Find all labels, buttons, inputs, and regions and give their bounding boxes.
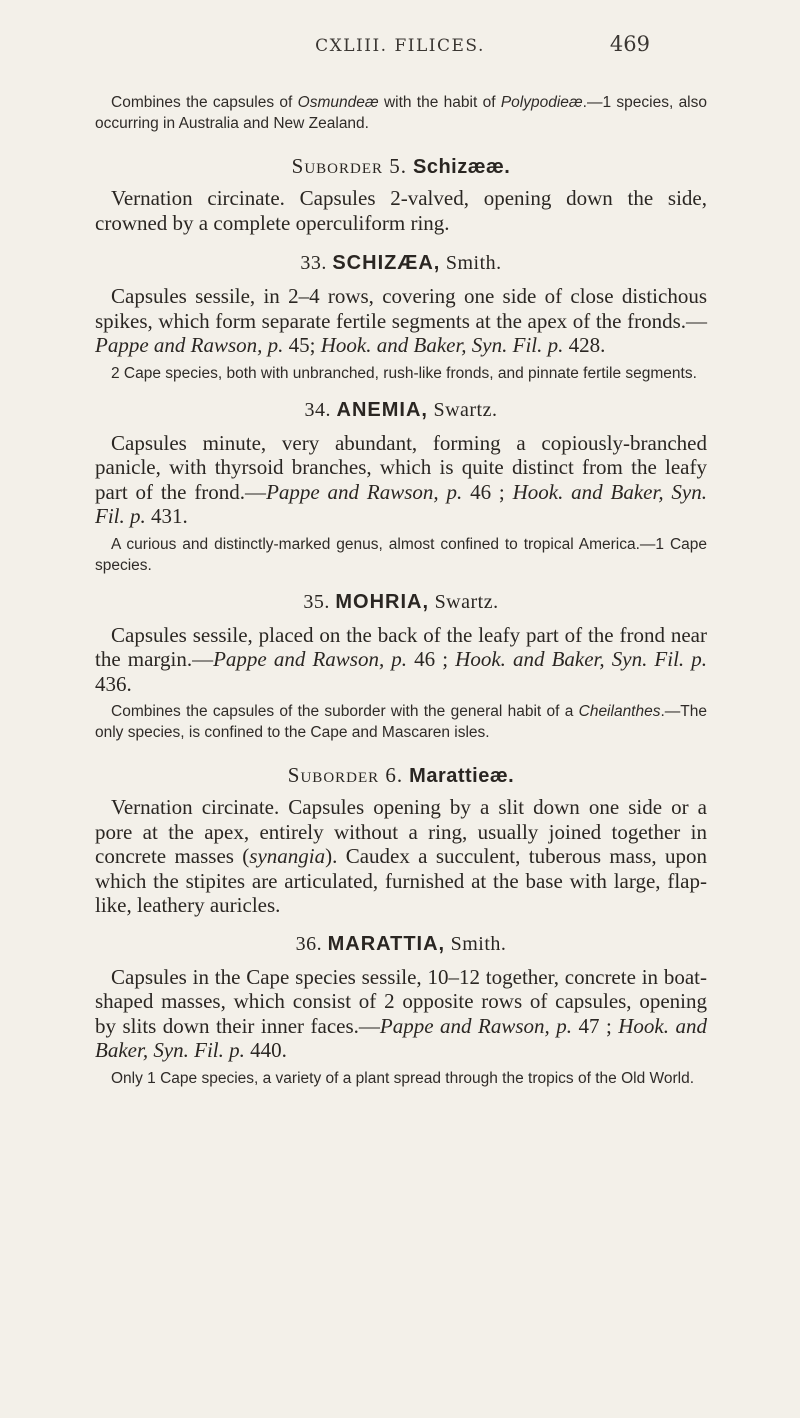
running-head-title: CXLIII. FILICES. xyxy=(315,36,485,56)
genus-33-note: 2 Cape species, both with unbranched, rush-like fronds, and pinnate fertile segments. xyxy=(111,364,697,382)
intro-note: Combines the capsules of Osmundeæ with the habit of Polypodieæ.—1 species, also occurring in Australia and New Zealand. xyxy=(95,94,708,132)
genus-35-description: Capsules sessile, placed on the back of the leafy part of the frond near the margin.—Pappe and Rawson, p. 46 ; Hook. and Baker, Syn. Fil. p. 436. xyxy=(95,622,708,696)
suborder-6-description: Vernation circinate. Capsules opening by a slit down one side or a pore at the apex, entirely without a ring, usually joined together in concrete masses (synangia). Caudex a succulent, tuberous mass, upon which the stipites are articulated, furnished at the base with large, flap-like, leathery auricles. xyxy=(95,795,707,917)
genus-36-description: Capsules in the Cape species sessile, 10–12 together, concrete in boat-shaped masses, which consist of 2 opposite rows of capsules, opening by slits down their inner faces.—Pappe and Rawson, p. 47 ; Hook. and Baker, Syn. Fil. p. 440. xyxy=(95,964,707,1062)
genus-35-note: Combines the capsules of the suborder with the general habit of a Cheilanthes.—The only species, is confined to the Cape and Mascaren isles. xyxy=(95,703,707,741)
genus-35-heading: 35. MOHRIA, Swartz. xyxy=(303,590,499,613)
suborder-6-heading: Suborder 6. Marattieæ. xyxy=(287,763,515,787)
suborder-5-heading: Suborder 5. Schizææ. xyxy=(291,154,511,178)
genus-36-note: Only 1 Cape species, a variety of a plant spread through the tropics of the Old World. xyxy=(111,1069,694,1087)
genus-36-heading: 36. MARATTIA, Smith. xyxy=(295,932,507,955)
genus-33-heading: 33. SCHIZÆA, Smith. xyxy=(300,252,502,274)
suborder-5-description: Vernation circinate. Capsules 2-valved, opening down the side, crowned by a complete operculiform ring. xyxy=(95,186,707,235)
running-head xyxy=(0,30,800,60)
genus-34-description: Capsules minute, very abundant, forming a copiously-branched panicle, with thyrsoid branches, which is quite distinct from the leafy part of the frond.—Pappe and Rawson, p. 46 ; Hook. and Baker, Syn. Fil. p. 431. xyxy=(95,430,707,528)
genus-34-heading: 34. ANEMIA, Swartz. xyxy=(304,398,498,421)
page-content xyxy=(95,92,707,1089)
page-number: 469 xyxy=(609,32,650,56)
genus-34-note: A curious and distinctly-marked genus, almost confined to tropical America.—1 Cape species. xyxy=(95,535,707,574)
genus-33-description: Capsules sessile, in 2–4 rows, covering one side of close distichous spikes, which form separate fertile segments at the apex of the fronds.—Pappe and Rawson, p. 45; Hook. and Baker, Syn. Fil. p. 428. xyxy=(95,284,707,357)
